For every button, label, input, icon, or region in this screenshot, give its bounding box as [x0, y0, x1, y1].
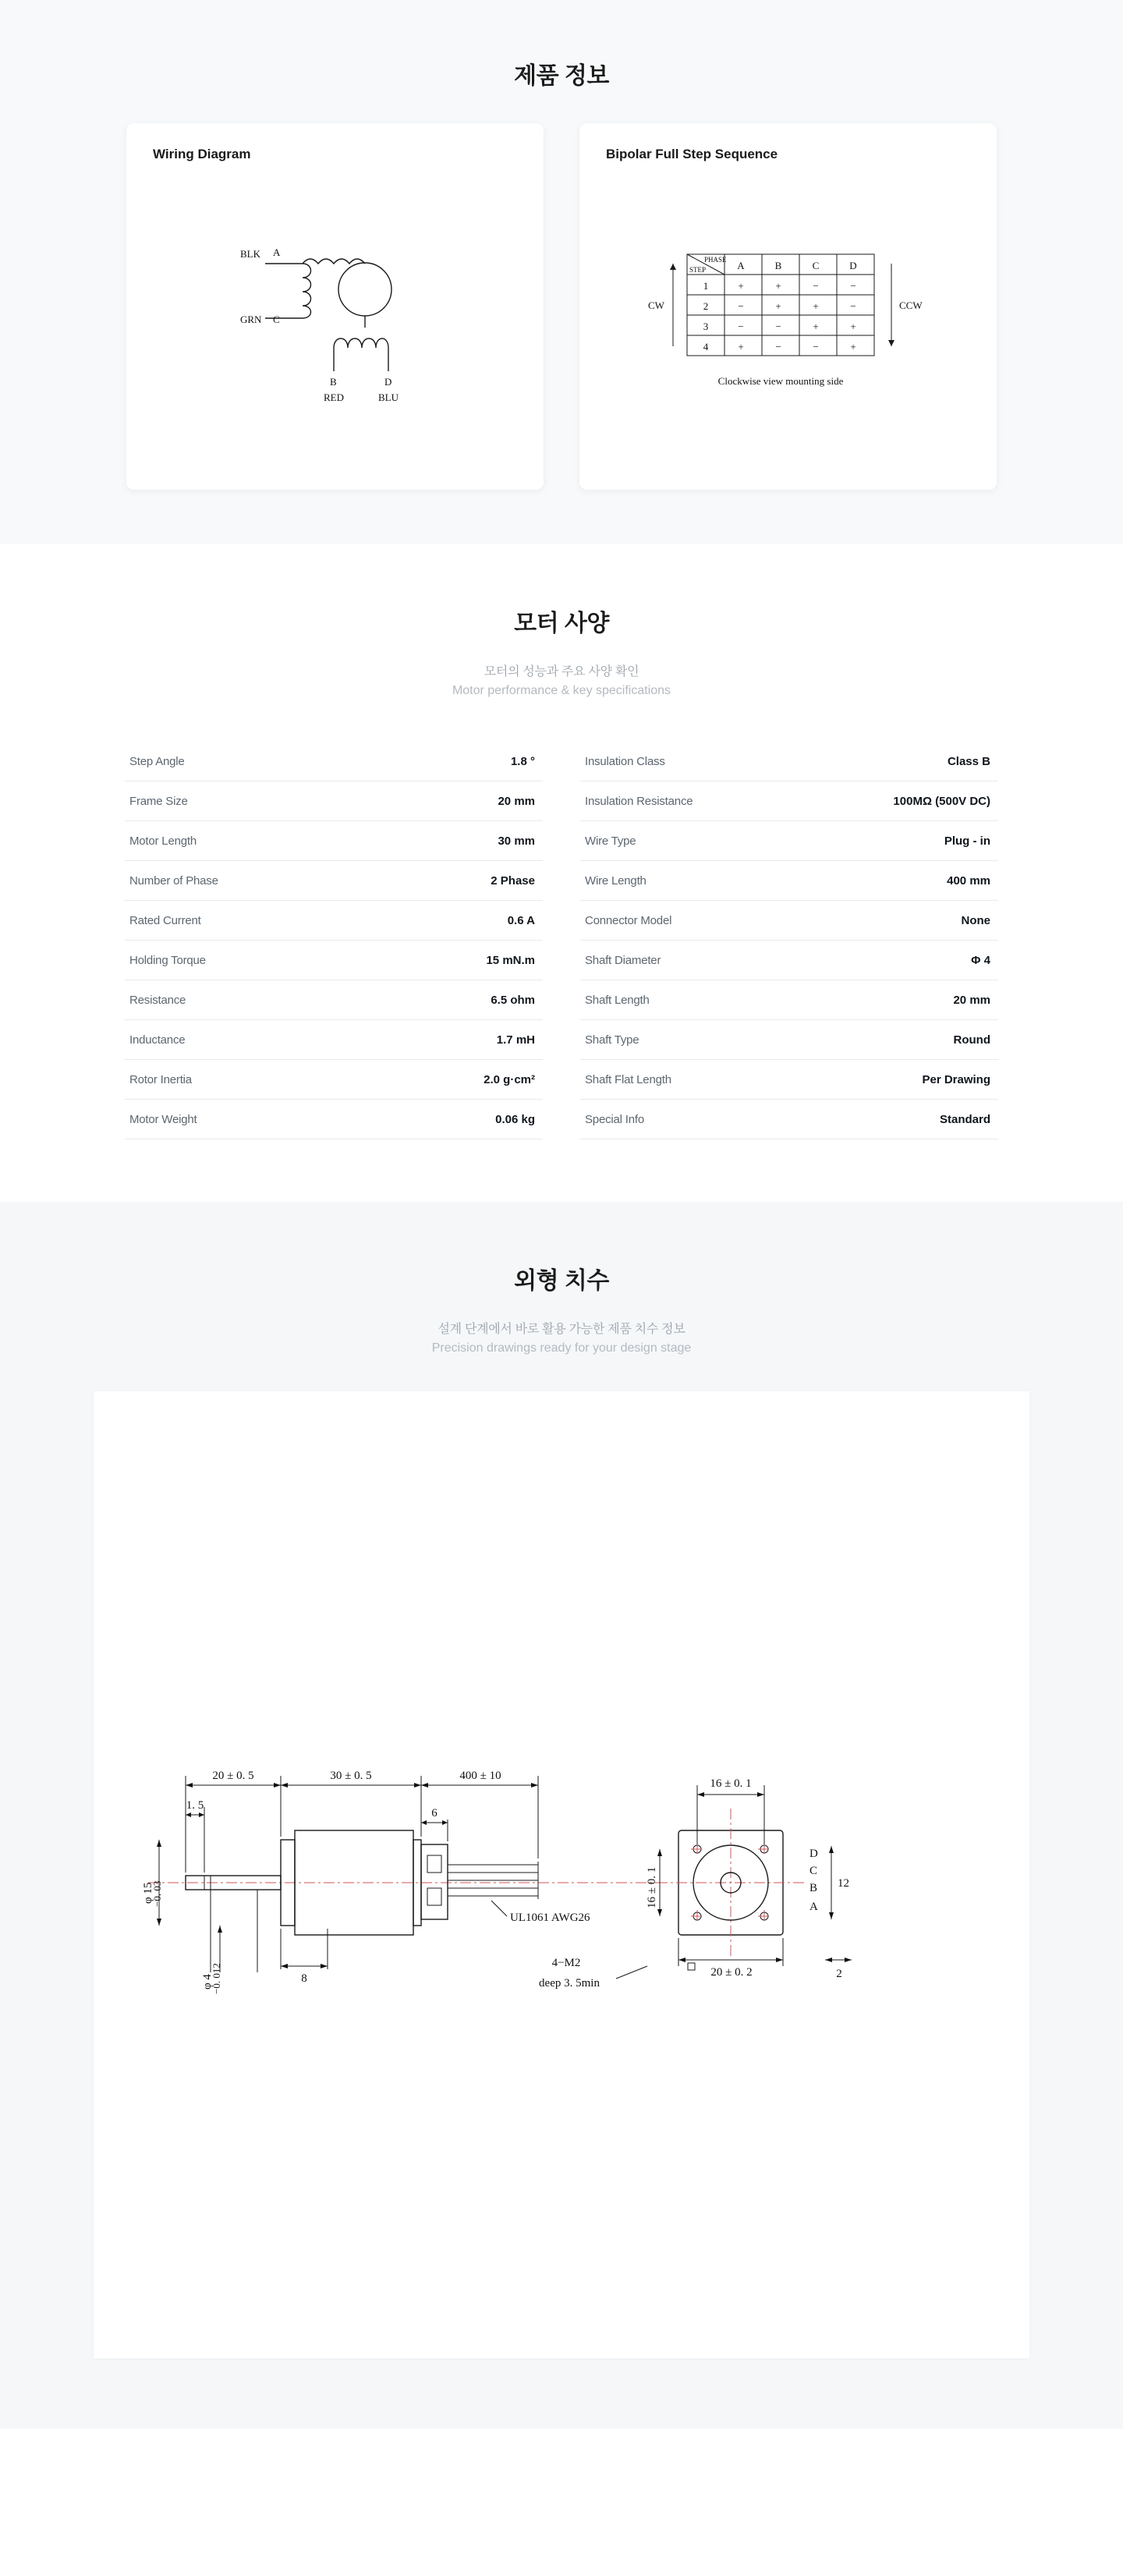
spec-row — [125, 781, 543, 821]
dimension-drawing-card — [94, 1391, 1029, 2358]
step-sequence-svg — [617, 209, 960, 443]
wiring-diagram-title: Wiring Diagram — [153, 147, 251, 161]
spec-value: Class B — [947, 755, 990, 768]
spec-key: Frame Size — [129, 795, 188, 808]
dim-phi4-tol-label: −0. 012 — [211, 1963, 222, 1994]
wire-leader — [491, 1901, 507, 1916]
step-sequence-card — [579, 123, 997, 490]
dim-extension-lines — [186, 1776, 538, 1873]
seq-cell: − — [737, 300, 744, 312]
spec-key: Rotor Inertia — [129, 1073, 192, 1086]
dim-2-label: 2 — [836, 1968, 842, 1980]
letter-b: B — [809, 1882, 818, 1894]
dim-8-label: 8 — [301, 1972, 307, 1985]
seq-step: 1 — [703, 280, 708, 292]
seq-cell: + — [812, 300, 819, 312]
seq-cell: + — [774, 280, 781, 292]
spec-row — [580, 901, 998, 941]
ccw-label: CCW — [898, 299, 923, 311]
label-red: RED — [323, 392, 344, 403]
spec-value: 6.5 ohm — [491, 994, 535, 1007]
seq-step: 3 — [703, 321, 708, 332]
spec-row — [125, 901, 543, 941]
spec-value: 15 mN.m — [486, 954, 535, 967]
holes-label: 4−M2 — [551, 1957, 581, 1969]
corner-step-label: STEP — [689, 266, 706, 274]
corner-phase-label: PHASE — [703, 256, 727, 264]
dimension-drawing-svg — [101, 1692, 1022, 2058]
dim-phi4-label: φ 4 — [201, 1974, 214, 1990]
product-info-cards — [0, 123, 1123, 490]
spec-value: Φ 4 — [971, 954, 990, 967]
dim-line-6 — [421, 1819, 448, 1841]
seq-cell: − — [774, 321, 781, 332]
step-sequence-title: Bipolar Full Step Sequence — [606, 147, 778, 161]
spec-table — [125, 742, 998, 1139]
spec-row — [580, 980, 998, 1020]
label-d: D — [384, 376, 391, 388]
spec-key: Rated Current — [129, 914, 201, 927]
cw-label: CW — [647, 299, 664, 311]
spec-key: Motor Weight — [129, 1113, 197, 1126]
dim-line-12 — [829, 1846, 834, 1919]
spec-row — [125, 861, 543, 901]
spec-key: Special Info — [585, 1113, 644, 1126]
seq-step: 4 — [703, 341, 708, 353]
spec-value: Round — [953, 1033, 990, 1047]
dimension-section — [0, 1202, 1123, 2429]
spec-row — [125, 742, 543, 781]
spec-key: Connector Model — [585, 914, 672, 927]
dim-phi15-label: φ 15 — [142, 1882, 154, 1904]
dim-line-400 — [421, 1783, 538, 1788]
label-b: B — [329, 376, 337, 388]
letter-c: C — [809, 1865, 818, 1877]
label-a: A — [272, 246, 280, 258]
spec-value: Standard — [939, 1113, 990, 1126]
dimension-title: 외형 치수 — [514, 1268, 609, 1294]
spec-value: 0.06 kg — [495, 1113, 535, 1126]
product-info-section — [0, 0, 1123, 544]
wiring-diagram-body — [126, 178, 544, 474]
seq-step: 2 — [703, 300, 708, 312]
seq-col-d: D — [848, 260, 857, 271]
spec-key: Shaft Length — [585, 994, 650, 1007]
spec-key: Insulation Class — [585, 755, 665, 768]
spec-key: Shaft Flat Length — [585, 1073, 671, 1086]
spec-row — [580, 941, 998, 980]
spec-value: 20 mm — [953, 994, 990, 1007]
label-grn: GRN — [239, 314, 261, 325]
spec-column-left — [125, 742, 562, 1139]
dim-400-label: 400 ± 10 — [459, 1770, 501, 1782]
ccw-arrow-icon — [888, 264, 895, 346]
spec-value: 2.0 g·cm² — [484, 1073, 535, 1086]
label-c: C — [272, 314, 280, 325]
spec-row — [580, 742, 998, 781]
spec-row — [125, 980, 543, 1020]
seq-cell: − — [849, 300, 856, 312]
seq-cell: − — [812, 280, 819, 292]
dim-20-label: 20 ± 0. 5 — [212, 1770, 254, 1782]
spec-key: Wire Length — [585, 874, 647, 888]
spec-row — [125, 1100, 543, 1139]
spec-key: Step Angle — [129, 755, 185, 768]
label-blu: BLU — [377, 392, 399, 403]
dim-phi15-tol-label: −0. 03 — [151, 1880, 163, 1907]
seq-cell: − — [737, 321, 744, 332]
spec-row — [125, 1060, 543, 1100]
seq-cell: + — [812, 321, 819, 332]
dim-16v-label: 16 ± 0. 1 — [646, 1866, 658, 1908]
deep-label: deep 3. 5min — [539, 1977, 600, 1990]
spec-value: 1.8 ° — [510, 755, 535, 768]
spec-row — [580, 1020, 998, 1060]
dim-line-30 — [281, 1783, 421, 1788]
dim-1-5-label: 1. 5 — [186, 1799, 204, 1812]
seq-col-a: A — [736, 260, 745, 271]
label-blk: BLK — [239, 248, 260, 260]
spec-row — [580, 1060, 998, 1100]
spec-value: 2 Phase — [491, 874, 535, 888]
spec-row — [125, 941, 543, 980]
spec-row — [580, 781, 998, 821]
dimension-subtitle-en: Precision drawings ready for your design stage — [431, 1341, 692, 1355]
spec-key: Resistance — [129, 994, 186, 1007]
seq-cell: − — [849, 280, 856, 292]
spec-column-right — [562, 742, 998, 1139]
dim-square20-label: 20 ± 0. 2 — [710, 1966, 753, 1979]
spec-key: Number of Phase — [129, 874, 218, 888]
dim-16h-label: 16 ± 0. 1 — [710, 1777, 752, 1790]
spec-value: 30 mm — [498, 834, 535, 848]
spec-value: Plug - in — [944, 834, 990, 848]
seq-cell: − — [774, 341, 781, 353]
seq-cell: + — [774, 300, 781, 312]
spec-section — [0, 544, 1123, 1202]
spec-row — [580, 821, 998, 861]
spec-row — [580, 861, 998, 901]
dim-line-20 — [186, 1783, 281, 1788]
wire-label: UL1061 AWG26 — [510, 1912, 590, 1924]
spec-value: 0.6 A — [507, 914, 535, 927]
spec-value: 1.7 mH — [496, 1033, 535, 1047]
seq-cell: + — [849, 321, 856, 332]
seq-col-b: B — [774, 260, 781, 271]
spec-value: 100MΩ (500V DC) — [893, 795, 990, 808]
sequence-caption: Clockwise view mounting side — [717, 375, 843, 387]
step-sequence-body — [579, 178, 997, 474]
dim-6-label: 6 — [431, 1807, 438, 1819]
spec-subtitle-kr: 모터의 성능과 주요 사양 확인 — [484, 665, 639, 679]
seq-cell: + — [737, 341, 744, 353]
spec-value: None — [961, 914, 990, 927]
spec-subtitle-en: Motor performance & key specifications — [452, 684, 671, 697]
spec-key: Insulation Resistance — [585, 795, 693, 808]
spec-key: Shaft Diameter — [585, 954, 661, 967]
wiring-diagram-card — [126, 123, 544, 490]
dim-30-label: 30 ± 0. 5 — [330, 1770, 372, 1782]
seq-cell: + — [849, 341, 856, 353]
spec-row — [125, 1020, 543, 1060]
seq-cell: + — [737, 280, 744, 292]
letter-d: D — [809, 1848, 818, 1860]
letter-a: A — [809, 1901, 818, 1913]
page-title: 제품 정보 — [514, 63, 609, 89]
cw-arrow-icon — [670, 264, 676, 346]
dim-12-label: 12 — [838, 1877, 849, 1890]
seq-col-c: C — [812, 260, 819, 271]
spec-key: Wire Type — [585, 834, 636, 848]
dim-line-1-5 — [186, 1812, 204, 1817]
spec-value: 20 mm — [498, 795, 535, 808]
spec-title: 모터 사양 — [514, 611, 609, 636]
spec-row — [580, 1100, 998, 1139]
spec-value: 400 mm — [947, 874, 990, 888]
m2-leader — [616, 1966, 647, 1979]
wiring-diagram-svg — [172, 209, 499, 443]
spec-key: Inductance — [129, 1033, 186, 1047]
spec-value: Per Drawing — [922, 1073, 990, 1086]
spec-row — [125, 821, 543, 861]
dimension-subtitle-kr: 설계 단계에서 바로 활용 가능한 제품 치수 정보 — [438, 1323, 685, 1336]
spec-key: Holding Torque — [129, 954, 206, 967]
dim-line-2 — [825, 1958, 852, 1962]
spec-key: Motor Length — [129, 834, 197, 848]
seq-cell: − — [812, 341, 819, 353]
spec-key: Shaft Type — [585, 1033, 639, 1047]
